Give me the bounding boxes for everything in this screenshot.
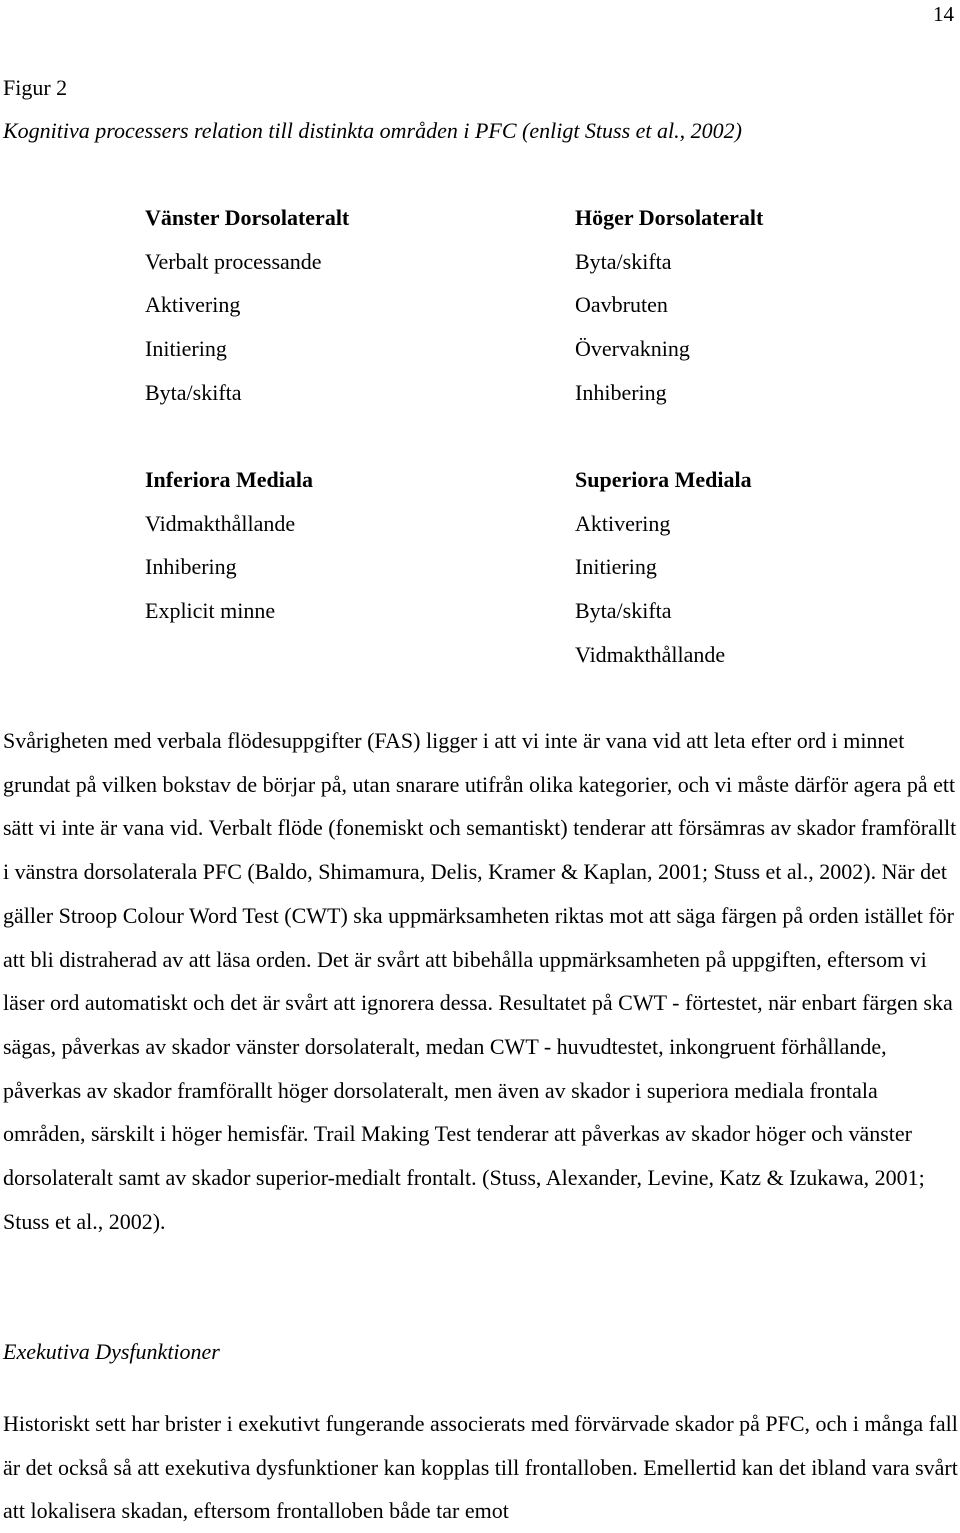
region-item: Vidmakthållande bbox=[145, 510, 296, 536]
region-superior-medial bbox=[575, 458, 752, 677]
region-right-dorsolateral bbox=[575, 196, 763, 415]
region-item: Initiering bbox=[145, 336, 227, 362]
section-heading: Exekutiva Dysfunktioner bbox=[3, 1339, 220, 1364]
body-paragraph: Svårigheten med verbala flödesuppgifter (FAS) ligger i att vi inte är vana vid att leta efter ord i minnet grundat på vilken bokstav de börjar på, utan snarare utifrån olika kategorier, och vi måste därför agera på ett sätt vi inte är vana vid. Verbalt flöde (fonemiskt och semantiskt) tenderar att försämras av skador framförallt i vänstra dorsolaterala PFC (Baldo, Shimamura, Delis, Kramer & Kaplan, 2001; Stuss et al., 2002). När det gäller Stroop Colour Word Test (CWT) ska uppmärksamheten riktas mot att säga färgen på orden istället för att bli distraherad av att läsa orden. Det är svårt att bibehålla uppmärksamheten på uppgiften, eftersom vi läser ord automatiskt och det är svårt att ignorera dessa. Resultatet på CWT - förtestet, när enbart färgen ska sägas, påverkas av skador vänster dorsolateralt, medan CWT - huvudtestet, inkongruent förhållande, påverkas av skador framförallt höger dorsolateralt, men även av skador i superiora mediala frontala områden, särskilt i höger hemisfär. Trail Making Test tenderar att påverkas av skador höger och vänster dorsolateralt samt av skador superior-medialt frontalt. (Stuss, Alexander, Levine, Katz & Izukawa, 2001; Stuss et al., 2002). bbox=[3, 728, 957, 1234]
region-item: Byta/skifta bbox=[575, 248, 672, 274]
region-heading: Superiora Mediala bbox=[575, 467, 752, 492]
region-item: Övervakning bbox=[575, 336, 690, 362]
region-heading: Vänster Dorsolateralt bbox=[145, 205, 350, 230]
region-item: Aktivering bbox=[145, 292, 241, 318]
region-heading: Höger Dorsolateralt bbox=[575, 205, 764, 230]
figure-label: Figur 2 bbox=[3, 75, 68, 100]
region-item: Inhibering bbox=[145, 554, 237, 580]
region-item: Initiering bbox=[575, 554, 657, 580]
region-item: Explicit minne bbox=[145, 598, 276, 624]
region-item: Vidmakthållande bbox=[575, 641, 726, 667]
region-item: Inhibering bbox=[575, 379, 667, 405]
region-item: Verbalt processande bbox=[145, 248, 322, 274]
region-item: Aktivering bbox=[575, 510, 671, 536]
region-left-dorsolateral bbox=[145, 196, 349, 415]
region-item: Oavbruten bbox=[575, 292, 668, 318]
region-item: Byta/skifta bbox=[145, 379, 242, 405]
figure-caption: Kognitiva processers relation till distinkta områden i PFC (enligt Stuss et al., 2002) bbox=[3, 118, 742, 143]
region-item: Byta/skifta bbox=[575, 598, 672, 624]
region-heading: Inferiora Mediala bbox=[145, 467, 314, 492]
page-number: 14 bbox=[933, 2, 954, 26]
body-paragraph: Historiskt sett har brister i exekutivt fungerande associerats med förvärvade skador på PFC, och i många fall är det också så att exekutiva dysfunktioner kan kopplas till frontalloben. Emellertid kan det ibland vara svårt att lokalisera skadan, eftersom frontalloben både tar emot bbox=[3, 1411, 958, 1524]
region-inferior-medial bbox=[145, 458, 313, 633]
